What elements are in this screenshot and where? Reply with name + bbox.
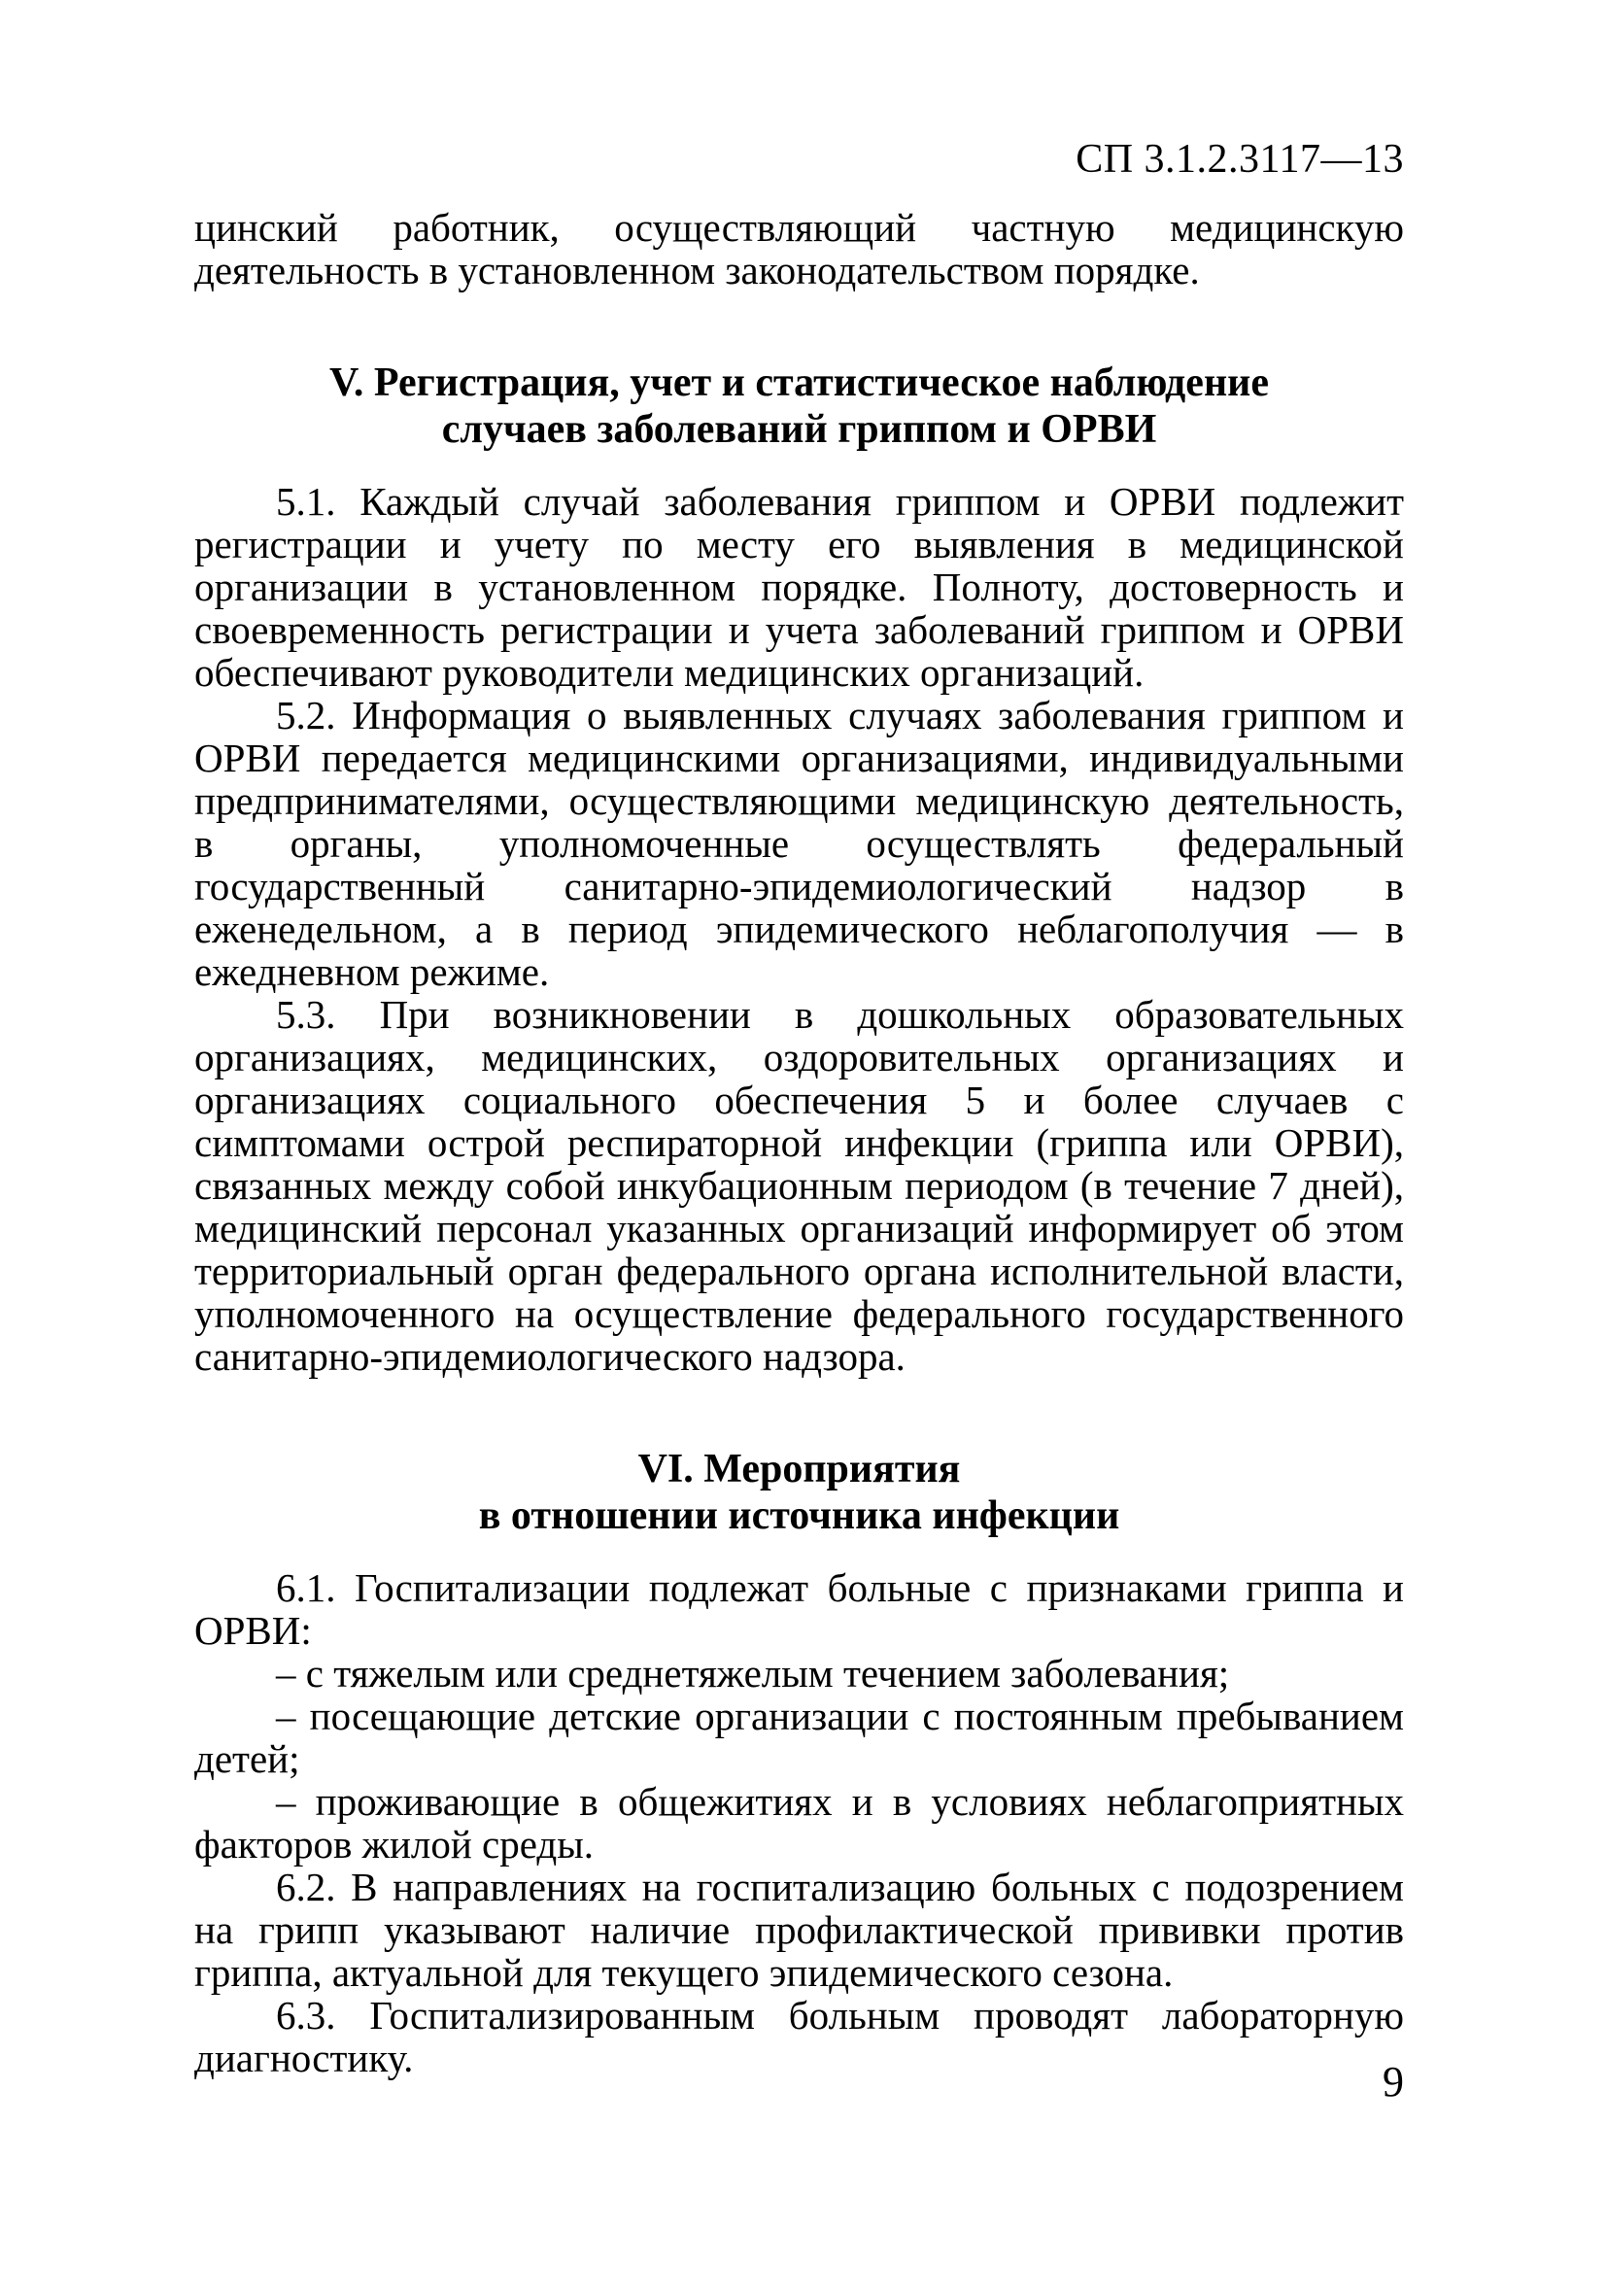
page-number: 9: [1383, 2058, 1404, 2106]
paragraph-5-2: 5.2. Информация о выявленных случаях заболевания гриппом и ОРВИ передается медицинскими организациями, индивидуальными предпринимателями, осуществляющими медицинскую деятельность, в органы, уполномоченные осуществлять федеральный государственный санитарно-эпидемиологический надзор в еженедельном, а в период эпидемического неблагополучия — в ежедневном режиме.: [194, 693, 1404, 994]
intro-paragraph: цинский работник, осуществляющий частную медицинскую деятельность в установленном законодательством порядке.: [194, 205, 1404, 292]
paragraph-6-2: 6.2. В направлениях на госпитализацию больных с подозрением на грипп указывают наличие профилактической прививки против гриппа, актуальной для текущего эпидемического сезона.: [194, 1865, 1404, 1995]
section-6-title-line-2: в отношении источника инфекции: [478, 1493, 1120, 1538]
section-6-title-line-1: VI. Мероприятия: [637, 1447, 961, 1491]
section-5-title-line-1: V. Регистрация, учет и статистическое наблюдение: [329, 360, 1269, 405]
list-item-dormitories: – проживающие в общежитиях и в условиях неблагоприятных факторов жилой среды.: [194, 1779, 1404, 1867]
section-5-title: [194, 360, 1404, 453]
paragraph-6-1: 6.1. Госпитализации подлежат больные с признаками гриппа и ОРВИ:: [194, 1565, 1404, 1653]
document-code: СП 3.1.2.3117—13: [1076, 137, 1404, 182]
list-item-severe-course: – с тяжелым или среднетяжелым течением заболевания;: [276, 1651, 1230, 1696]
paragraph-5-3: 5.3. При возникновении в дошкольных образовательных организациях, медицинских, оздоровительных организациях и организациях социального обеспечения 5 и более случаев с симптомами острой респираторной инфекции (гриппа или ОРВИ), связанных между собой инкубационным периодом (в течение 7 дней), медицинский персонал указанных организаций информирует об этом территориальный орган федерального органа исполнительной власти, уполномоченного на осуществление федерального государственного санитарно-эпидемиологического надзора.: [194, 992, 1404, 1379]
list-item-children-organizations: – посещающие детские организации с постоянным пребыванием детей;: [194, 1694, 1404, 1781]
paragraph-6-3: 6.3. Госпитализированным больным проводят лабораторную диагностику.: [194, 1993, 1404, 2080]
section-5-title-line-2: случаев заболеваний гриппом и ОРВИ: [441, 407, 1157, 452]
document-page: [194, 0, 1404, 2296]
paragraph-5-1: 5.1. Каждый случай заболевания гриппом и ОРВИ подлежит регистрации и учету по месту его выявления в медицинской организации в установленном порядке. Полноту, достоверность и своевременность регистрации и учета заболеваний гриппом и ОРВИ обеспечивают руководители медицинских организаций.: [194, 479, 1404, 695]
section-6-title: [194, 1446, 1404, 1539]
document-body: [194, 206, 1404, 2079]
